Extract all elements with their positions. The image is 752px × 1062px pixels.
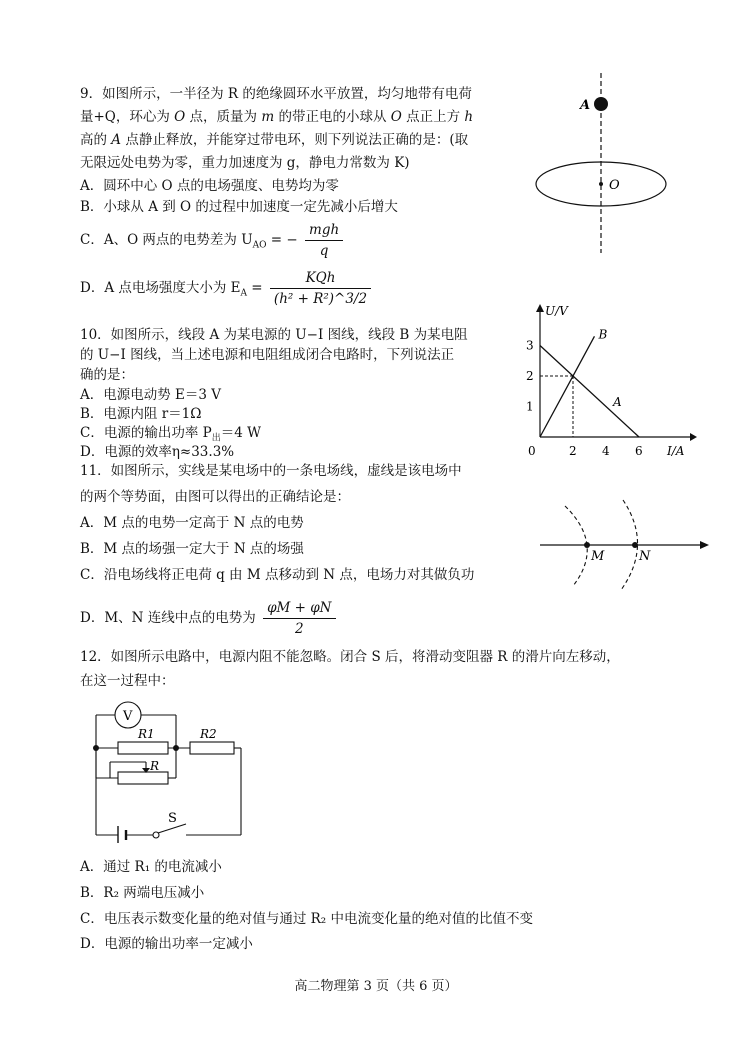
junction-right xyxy=(173,745,179,751)
q9-option-b: B．小球从 A 到 O 的过程中加速度一定先减小后增大 xyxy=(80,199,398,215)
q12-stem-line2: 在这一过程中： xyxy=(80,673,175,689)
q9-option-d: D．A 点电场强度大小为 $E_A$ = $\frac{\text{KQh}}{\text{(h² + R²)\textasciicircum{}3/2}}$ xyxy=(80,268,374,309)
series-B-label: B xyxy=(598,327,608,342)
point-m xyxy=(584,542,590,548)
q10-stem-line2: 的 U−I 图线，当上述电源和电阻组成闭合电路时，下列说法正 xyxy=(80,347,455,363)
q10-option-a: A．电源电动势 E＝3 V xyxy=(80,387,222,403)
equipotential-m xyxy=(565,506,587,586)
q12-stem-line1: 12．如图所示电路中，电源内阻不能忽略。闭合 S 后，将滑动变阻器 R 的滑片向左移动， xyxy=(80,649,620,665)
y-axis-label: U/V xyxy=(545,304,568,318)
voltmeter-label: V xyxy=(123,709,133,724)
q9-stem-line3: 高的 A 点静止释放，并能穿过带电环，则下列说法正确的是：(取 xyxy=(80,132,469,148)
q10-stem-line3: 确的是： xyxy=(80,367,134,383)
x-tick-2: 2 xyxy=(569,444,577,458)
series-A-label: A xyxy=(612,395,622,410)
x-tick-6: 6 xyxy=(635,444,643,458)
q10-ui-chart xyxy=(520,300,700,465)
q9-stem-line1: 9．如图所示，一半径为 R 的绝缘圆环水平放置，均匀地带有电荷 xyxy=(80,86,472,102)
q9-stem-line4: 无限远处电势为零，重力加速度为 g，静电力常数为 K) xyxy=(80,155,410,171)
q11-d-fraction: $\frac{\varphi M + \varphi N}{2}$ xyxy=(263,598,335,639)
y-tick-3: 3 xyxy=(526,338,534,353)
q12-option-b: B．R₂ 两端电压减小 xyxy=(80,885,205,901)
q9-option-c: C．A、O 两点的电势差为 $U_{AO}$ = − $\frac{\text{mgh}}{q}$ xyxy=(80,220,346,261)
q11-field-figure xyxy=(535,498,715,593)
label-r1: R1 xyxy=(138,727,155,741)
q11-option-a: A．M 点的电势一定高于 N 点的电势 xyxy=(80,515,304,531)
point-n xyxy=(632,542,638,548)
label-s: S xyxy=(168,811,177,826)
rheostat-r xyxy=(118,772,168,784)
q10-stem-line1: 10．如图所示，线段 A 为某电源的 U−I 图线，线段 B 为某电阻 xyxy=(80,327,468,343)
label-r: R xyxy=(150,759,160,773)
q9-d-fraction: $\frac{\text{KQh}}{\text{(h² + R²)\textasciicircum{}3/2}}$ xyxy=(270,268,371,309)
q11-option-d: D．M、N 连线中点的电势为 $\frac{\varphi M + \varphi N}{2}$ xyxy=(80,598,339,639)
q11-option-b: B．M 点的场强一定大于 N 点的场强 xyxy=(80,541,304,557)
q11-stem-line2: 的两个等势面，由图可以得出的正确结论是： xyxy=(80,489,350,505)
q10-option-c: C．电源的输出功率 $P_出=4$ W xyxy=(80,425,261,444)
q12-option-a: A．通过 R₁ 的电流减小 xyxy=(80,859,222,875)
label-m: M xyxy=(591,549,605,564)
label-r2: R2 xyxy=(200,727,217,741)
q9-center-dot xyxy=(599,182,603,186)
series-B-line xyxy=(540,336,594,437)
q10-option-d: D．电源的效率η≈33.3% xyxy=(80,444,235,460)
q11-stem-line1: 11．如图所示，实线是某电场中的一条电场线，虚线是该电场中 xyxy=(80,463,462,479)
q9-ball xyxy=(594,97,608,111)
junction-left xyxy=(93,745,99,751)
q9-stem-line2: 量+Q，环心为 O 点，质量为 m 的带正电的小球从 O 点正上方 h xyxy=(80,109,474,125)
q12-circuit xyxy=(88,698,248,843)
q9-option-a: A．圆环中心 O 点的电场强度、电势均为零 xyxy=(80,178,339,194)
resistor-r1 xyxy=(118,742,168,754)
x-axis-arrow xyxy=(690,433,697,441)
label-n: N xyxy=(639,549,651,564)
q12-option-d: D．电源的输出功率一定减小 xyxy=(80,936,253,952)
resistor-r2 xyxy=(190,742,234,754)
q9-ring-figure xyxy=(528,68,678,258)
q12-option-c: C．电压表示数变化量的绝对值与通过 R₂ 中电流变化量的绝对值的比值不变 xyxy=(80,911,533,927)
q10-option-b: B．电源内阻 r＝1Ω xyxy=(80,406,202,422)
y-tick-1: 1 xyxy=(526,399,534,414)
page-footer: 高二物理第 3 页（共 6 页） xyxy=(294,979,458,994)
q9-c-fraction: $\frac{\text{mgh}}{q}$ xyxy=(305,220,343,261)
y-tick-2: 2 xyxy=(526,369,534,383)
q9-label-o: O xyxy=(609,178,620,193)
y-axis-arrow xyxy=(536,304,544,312)
x-tick-0: 0 xyxy=(528,444,536,458)
q11-option-c: C．沿电场线将正电荷 q 由 M 点移动到 N 点，电场力对其做负功 xyxy=(80,567,475,583)
q9-label-a: A xyxy=(580,98,591,113)
x-axis-label: I/A xyxy=(667,444,685,458)
field-line-arrow xyxy=(700,541,709,549)
x-tick-4: 4 xyxy=(602,444,610,458)
series-A-line xyxy=(540,346,639,438)
